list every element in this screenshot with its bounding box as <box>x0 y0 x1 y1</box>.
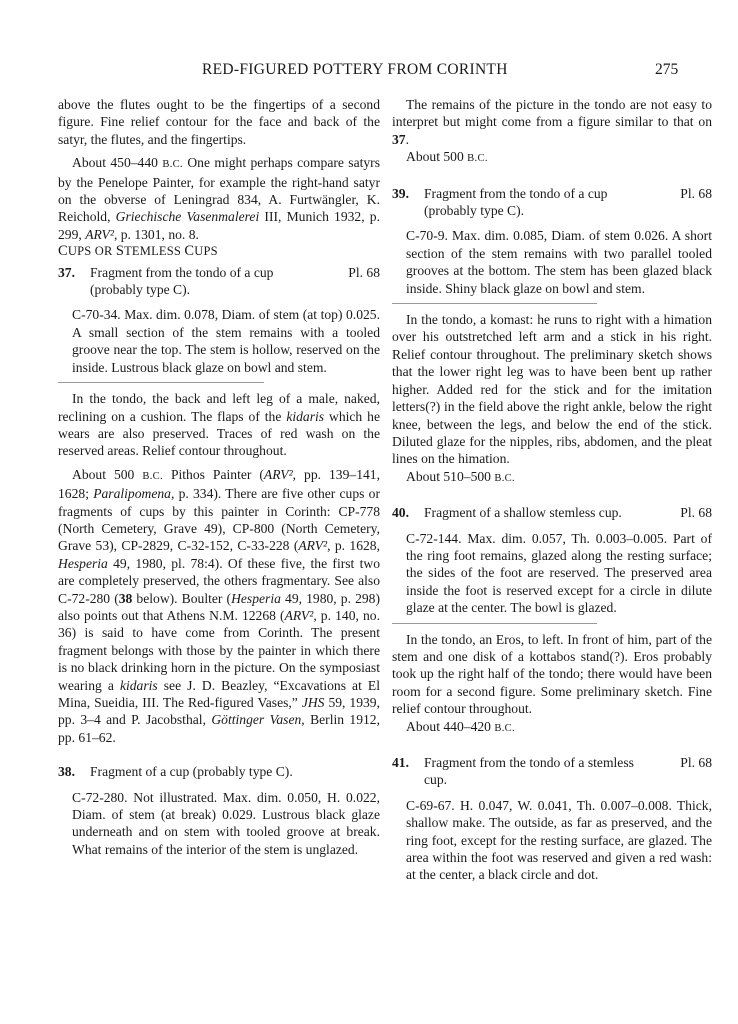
entry-title: Fragment of a cup (probably type C). <box>90 764 293 780</box>
page-number: 275 <box>655 61 679 78</box>
entry-description: In the tondo, an Eros, to left. In front of him, part of the stem and one disk of a kottabos stand(?). Eros probably took up the right half of the tondo; there would have been room for a second figure. Some preliminary sketch. Fine relief contour throughout. <box>392 631 712 717</box>
catalogue-entry-heading <box>392 754 712 789</box>
entry-number: 39. <box>392 185 409 201</box>
entry-specification: C-69-67. H. 0.047, W. 0.041, Th. 0.007–0.008. Thick, shallow make. The outside, as far as preserved, and the ring foot, except for the resting surface, are glazed. The area within the foot was reserved and given a red wash: at the center, a black circle and dot. <box>406 797 712 883</box>
date-line: About 500 B.C. <box>406 149 488 165</box>
entry-description: In the tondo, the back and left leg of a male, naked, reclining on a cushion. The flaps of the kidaris which he wears are also preserved. Traces of red wash on the reserved areas. Relief contour throughout. <box>58 391 380 459</box>
entry-number: 37. <box>58 264 75 280</box>
paragraph: above the flutes ought to be the fingertips of a second figure. Fine relief contour for the face and back of the satyr, the flutes, and the fingertips. <box>58 97 380 147</box>
catalogue-entry-heading <box>58 264 380 299</box>
section-heading: CUPS OR STEMLESS CUPS <box>58 243 218 260</box>
entry-title: Fragment from the tondo of a cup (probably type C). <box>90 264 274 298</box>
plate-reference: Pl. 68 <box>680 755 712 770</box>
catalogue-entry-heading <box>392 185 712 220</box>
divider <box>58 382 264 383</box>
entry-discussion: About 500 B.C. Pithos Painter (ARV², pp. 139–141, 1628; Paralipomena, p. 334). There are five other cups or fragments of cups by this painter in Corinth: CP-778 (North Cemetery, Grave 49), CP-800 (North Cemetery, Grave 53), CP-2829, C-32-152, C-33-228 (ARV², p. 1628, Hesperia 49, 1980, pl. 78:4). Of these five, the first two are completely preserved, the others fragmentary. See also C-72-280 (38 below). Boulter (Hesperia 49, 1980, p. 298) also points out that Athens N.M. 12268 (ARV², p. 140, no. 36) is said to have come from Corinth. The present fragment belongs with those by the painter in which there is no black drinking horn in the picture. On the symposiast wearing a kidaris see J. D. Beazley, “Excavations at El Mina, Sueidia, III. The Red-figured Vases,” JHS 59, 1939, pp. 3–4 and P. Jacobsthal, Göttinger Vasen, Berlin 1912, pp. 61–62. <box>58 466 380 745</box>
plate-reference: Pl. 68 <box>348 264 380 280</box>
entry-title: Fragment of a shallow stemless cup. <box>424 505 622 521</box>
entry-description: In the tondo, a komast: he runs to right with a himation over his outstretched left arm and a stick in his right. Relief contour throughout. The preliminary sketch shows that the lower right leg was to have been bent up rather higher. Added red for the stick and for the imitation letters(?) in the field above the right ankle, below the right knee, between the legs, and below the end of the stick. Diluted glaze for the nipples, ribs, abdomen, and the pleat lines on the himation. <box>392 312 712 467</box>
divider <box>392 623 597 624</box>
catalogue-entry-heading <box>58 763 380 780</box>
date-line: About 440–420 B.C. <box>406 718 515 734</box>
paragraph: The remains of the picture in the tondo are not easy to interpret but might come from a figure similar to that on 37. <box>392 97 712 147</box>
entry-number: 40. <box>392 505 409 521</box>
entry-number: 38. <box>58 764 75 780</box>
entry-specification: C-70-9. Max. dim. 0.085, Diam. of stem 0.026. A short section of the stem remains with two parallel tooled grooves at the bottom. The stem has been glazed black inside. Shiny black glaze on bowl and stem. <box>406 228 712 296</box>
divider <box>392 303 597 304</box>
date-line: About 510–500 B.C. <box>406 468 515 484</box>
entry-title: Fragment from the tondo of a cup (probably type C). <box>424 185 608 219</box>
running-header: RED-FIGURED POTTERY FROM CORINTH <box>202 61 508 78</box>
entry-specification: C-70-34. Max. dim. 0.078, Diam. of stem (at top) 0.025. A small section of the stem remains with a tooled groove near the top. The stem is hollow, reserved on the inside. Lustrous black glaze on bowl and stem. <box>72 307 380 375</box>
entry-title: Fragment from the tondo of a stemless cup. <box>424 755 634 788</box>
entry-number: 41. <box>392 755 409 770</box>
paragraph: About 450–440 B.C. One might perhaps compare satyrs by the Penelope Painter, for example the right-hand satyr on the obverse of Leningrad 834, A. Furtwängler, K. Reichold, Griechische Vasenmalerei III, Munich 1932, p. 299, ARV², p. 1301, no. 8. <box>58 155 381 242</box>
plate-reference: Pl. 68 <box>680 505 712 521</box>
right-column <box>392 96 712 884</box>
catalogue-entry-heading <box>392 504 712 521</box>
entry-specification: C-72-144. Max. dim. 0.057, Th. 0.003–0.005. Part of the ring foot remains, glazed along the resting surface; the sides of the foot are reserved. The preserved area inside the foot is reserved except for a circle in dilute glaze at the center. The bowl is glazed. <box>406 530 712 616</box>
entry-specification: C-72-280. Not illustrated. Max. dim. 0.050, H. 0.022, Diam. of stem (at break) 0.029. Lustrous black glaze underneath and on stem with tooled groove at break. What remains of the interior of the stem is unglazed. <box>72 789 380 857</box>
left-column <box>58 96 380 858</box>
plate-reference: Pl. 68 <box>680 185 712 201</box>
